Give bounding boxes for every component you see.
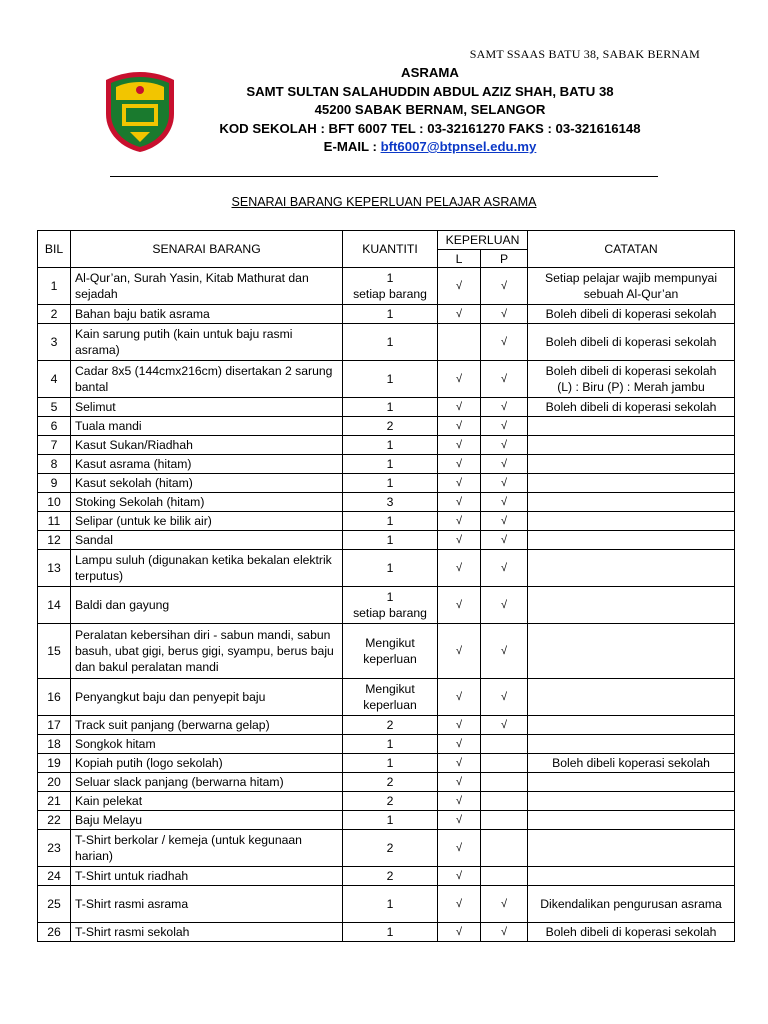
row-need-l: √ (438, 493, 481, 512)
row-need-p: √ (481, 493, 528, 512)
row-number: 1 (38, 268, 71, 305)
table-row (38, 773, 735, 792)
row-item: Kopiah putih (logo sekolah) (71, 754, 343, 773)
table-row (38, 886, 735, 923)
row-note (528, 417, 735, 436)
row-item: T-Shirt berkolar / kemeja (untuk kegunaan harian) (71, 830, 343, 867)
row-need-p: √ (481, 716, 528, 735)
row-need-p: √ (481, 398, 528, 417)
row-need-l: √ (438, 886, 481, 923)
row-need-l: √ (438, 587, 481, 624)
row-need-p: √ (481, 550, 528, 587)
row-item: Bahan baju batik asrama (71, 305, 343, 324)
header-bil: BIL (38, 231, 71, 268)
row-item: Kain pelekat (71, 792, 343, 811)
row-need-l: √ (438, 455, 481, 474)
row-item: Selimut (71, 398, 343, 417)
row-item: Baju Melayu (71, 811, 343, 830)
table-row (38, 624, 735, 679)
row-note (528, 550, 735, 587)
row-quantity: 1 (343, 754, 438, 773)
row-quantity: 1 setiap barang (343, 268, 438, 305)
row-quantity: 1 (343, 531, 438, 550)
row-item: Peralatan kebersihan diri - sabun mandi, sabun basuh, ubat gigi, berus gigi, syampu, berus baju dan bakul peralatan mandi (71, 624, 343, 679)
row-number: 18 (38, 735, 71, 754)
row-need-p: √ (481, 923, 528, 942)
row-item: Cadar 8x5 (144cmx216cm) disertakan 2 sarung bantal (71, 361, 343, 398)
row-need-l: √ (438, 792, 481, 811)
row-number: 23 (38, 830, 71, 867)
row-quantity: 1 (343, 398, 438, 417)
table-row (38, 735, 735, 754)
table-row (38, 792, 735, 811)
row-quantity: 2 (343, 867, 438, 886)
table-row (38, 305, 735, 324)
row-quantity: 2 (343, 716, 438, 735)
row-need-p: √ (481, 679, 528, 716)
row-need-p (481, 754, 528, 773)
row-item: Penyangkut baju dan penyepit baju (71, 679, 343, 716)
row-number: 6 (38, 417, 71, 436)
header-line-1: ASRAMA (401, 65, 459, 80)
row-quantity: 1 (343, 436, 438, 455)
row-need-l: √ (438, 305, 481, 324)
row-number: 21 (38, 792, 71, 811)
row-need-p: √ (481, 886, 528, 923)
row-quantity: 2 (343, 773, 438, 792)
row-item: T-Shirt rasmi sekolah (71, 923, 343, 942)
row-need-l: √ (438, 436, 481, 455)
row-need-p (481, 735, 528, 754)
row-need-p (481, 867, 528, 886)
row-note (528, 830, 735, 867)
row-quantity: 1 (343, 923, 438, 942)
row-number: 26 (38, 923, 71, 942)
row-note: Boleh dibeli di koperasi sekolah (528, 305, 735, 324)
table-row (38, 550, 735, 587)
table-row (38, 455, 735, 474)
row-number: 12 (38, 531, 71, 550)
row-number: 9 (38, 474, 71, 493)
row-need-l (438, 324, 481, 361)
row-need-p: √ (481, 624, 528, 679)
row-need-l: √ (438, 474, 481, 493)
row-note (528, 811, 735, 830)
row-item: Kasut asrama (hitam) (71, 455, 343, 474)
table-row (38, 361, 735, 398)
row-quantity: 1 (343, 305, 438, 324)
row-need-p (481, 773, 528, 792)
table-row (38, 716, 735, 735)
row-note (528, 493, 735, 512)
table-row (38, 417, 735, 436)
row-number: 3 (38, 324, 71, 361)
row-need-l: √ (438, 268, 481, 305)
row-number: 14 (38, 587, 71, 624)
row-quantity: 2 (343, 417, 438, 436)
row-need-p: √ (481, 587, 528, 624)
header-email-line (150, 138, 710, 157)
row-need-l: √ (438, 716, 481, 735)
header-note: CATATAN (528, 231, 735, 268)
row-quantity: Mengikut keperluan (343, 679, 438, 716)
row-need-l: √ (438, 550, 481, 587)
row-need-p: √ (481, 436, 528, 455)
header-line-3: 45200 SABAK BERNAM, SELANGOR (314, 102, 546, 117)
row-need-p: √ (481, 305, 528, 324)
row-number: 2 (38, 305, 71, 324)
row-quantity: 1 (343, 811, 438, 830)
table-row (38, 324, 735, 361)
table-row (38, 268, 735, 305)
row-note: Boleh dibeli di koperasi sekolah (528, 923, 735, 942)
row-number: 25 (38, 886, 71, 923)
row-quantity: 2 (343, 792, 438, 811)
school-header (150, 64, 710, 157)
row-need-p (481, 830, 528, 867)
row-number: 7 (38, 436, 71, 455)
row-note: Dikendalikan pengurusan asrama (528, 886, 735, 923)
header-l: L (438, 250, 481, 268)
table-row (38, 811, 735, 830)
row-need-p: √ (481, 512, 528, 531)
row-quantity: 1 (343, 550, 438, 587)
header-need: KEPERLUAN (438, 231, 528, 250)
row-number: 13 (38, 550, 71, 587)
row-number: 11 (38, 512, 71, 531)
row-item: Kasut Sukan/Riadhah (71, 436, 343, 455)
row-need-l: √ (438, 867, 481, 886)
table-row (38, 493, 735, 512)
row-note (528, 716, 735, 735)
row-need-l: √ (438, 679, 481, 716)
row-need-l: √ (438, 417, 481, 436)
table-row (38, 531, 735, 550)
row-quantity: 1 setiap barang (343, 587, 438, 624)
row-number: 20 (38, 773, 71, 792)
row-need-l: √ (438, 735, 481, 754)
row-note (528, 512, 735, 531)
row-note (528, 773, 735, 792)
row-need-l: √ (438, 830, 481, 867)
row-note: Boleh dibeli di koperasi sekolah (528, 398, 735, 417)
table-row (38, 679, 735, 716)
row-item: Track suit panjang (berwarna gelap) (71, 716, 343, 735)
row-number: 22 (38, 811, 71, 830)
row-note (528, 679, 735, 716)
page-header-text: SAMT SSAAS BATU 38, SABAK BERNAM (469, 47, 700, 61)
row-number: 4 (38, 361, 71, 398)
row-number: 15 (38, 624, 71, 679)
row-note (528, 867, 735, 886)
header-qty: KUANTITI (343, 231, 438, 268)
email-link[interactable]: bft6007@btpnsel.edu.my (380, 139, 537, 154)
row-item: Baldi dan gayung (71, 587, 343, 624)
row-item: Tuala mandi (71, 417, 343, 436)
row-note (528, 531, 735, 550)
row-number: 24 (38, 867, 71, 886)
table-row (38, 474, 735, 493)
row-number: 19 (38, 754, 71, 773)
row-quantity: 1 (343, 324, 438, 361)
row-quantity: 1 (343, 512, 438, 531)
row-note (528, 624, 735, 679)
row-note (528, 587, 735, 624)
row-number: 10 (38, 493, 71, 512)
row-need-p: √ (481, 455, 528, 474)
row-need-l: √ (438, 361, 481, 398)
row-quantity: 1 (343, 455, 438, 474)
row-need-l: √ (438, 624, 481, 679)
items-table (37, 230, 735, 942)
row-need-l: √ (438, 754, 481, 773)
row-item: Stoking Sekolah (hitam) (71, 493, 343, 512)
row-note (528, 735, 735, 754)
row-note (528, 436, 735, 455)
row-item: Kasut sekolah (hitam) (71, 474, 343, 493)
row-need-p: √ (481, 324, 528, 361)
row-quantity: 2 (343, 830, 438, 867)
row-need-l: √ (438, 811, 481, 830)
header-p: P (481, 250, 528, 268)
row-number: 17 (38, 716, 71, 735)
row-number: 16 (38, 679, 71, 716)
row-need-p: √ (481, 474, 528, 493)
row-item: Songkok hitam (71, 735, 343, 754)
row-need-l: √ (438, 923, 481, 942)
row-need-l: √ (438, 512, 481, 531)
table-row (38, 436, 735, 455)
row-need-l: √ (438, 398, 481, 417)
row-need-p (481, 811, 528, 830)
row-item: Al-Qur’an, Surah Yasin, Kitab Mathurat dan sejadah (71, 268, 343, 305)
table-row (38, 867, 735, 886)
row-quantity: 1 (343, 886, 438, 923)
row-need-p (481, 792, 528, 811)
row-quantity: 1 (343, 361, 438, 398)
row-need-l: √ (438, 773, 481, 792)
header-line-4: KOD SEKOLAH : BFT 6007 TEL : 03-32161270 FAKS : 03-321616148 (219, 120, 641, 136)
row-item: Sandal (71, 531, 343, 550)
row-item: Kain sarung putih (kain untuk baju rasmi asrama) (71, 324, 343, 361)
row-number: 8 (38, 455, 71, 474)
row-note (528, 455, 735, 474)
email-label: E-MAIL : (323, 139, 381, 154)
row-note: Boleh dibeli di koperasi sekolah (L) : Biru (P) : Merah jambu (528, 361, 735, 398)
table-row (38, 923, 735, 942)
row-quantity: 1 (343, 735, 438, 754)
table-row (38, 398, 735, 417)
row-item: T-Shirt rasmi asrama (71, 886, 343, 923)
row-quantity: 3 (343, 493, 438, 512)
header-line-2: SAMT SULTAN SALAHUDDIN ABDUL AZIZ SHAH, BATU 38 (246, 83, 614, 99)
row-need-p: √ (481, 531, 528, 550)
row-item: Lampu suluh (digunakan ketika bekalan elektrik terputus) (71, 550, 343, 587)
row-need-p: √ (481, 361, 528, 398)
table-row (38, 754, 735, 773)
header-item: SENARAI BARANG (71, 231, 343, 268)
row-item: T-Shirt untuk riadhah (71, 867, 343, 886)
table-row (38, 587, 735, 624)
row-quantity: 1 (343, 474, 438, 493)
row-item: Seluar slack panjang (berwarna hitam) (71, 773, 343, 792)
document-title: SENARAI BARANG KEPERLUAN PELAJAR ASRAMA (231, 195, 537, 209)
row-note (528, 792, 735, 811)
table-row (38, 830, 735, 867)
row-note: Boleh dibeli di koperasi sekolah (528, 324, 735, 361)
table-row (38, 512, 735, 531)
items-table-body (38, 268, 735, 942)
row-need-l: √ (438, 531, 481, 550)
row-need-p: √ (481, 417, 528, 436)
row-need-p: √ (481, 268, 528, 305)
row-note: Setiap pelajar wajib mempunyai sebuah Al-Qur’an (528, 268, 735, 305)
row-item: Selipar (untuk ke bilik air) (71, 512, 343, 531)
header-divider (110, 176, 658, 177)
row-note: Boleh dibeli koperasi sekolah (528, 754, 735, 773)
row-note (528, 474, 735, 493)
row-number: 5 (38, 398, 71, 417)
row-quantity: Mengikut keperluan (343, 624, 438, 679)
